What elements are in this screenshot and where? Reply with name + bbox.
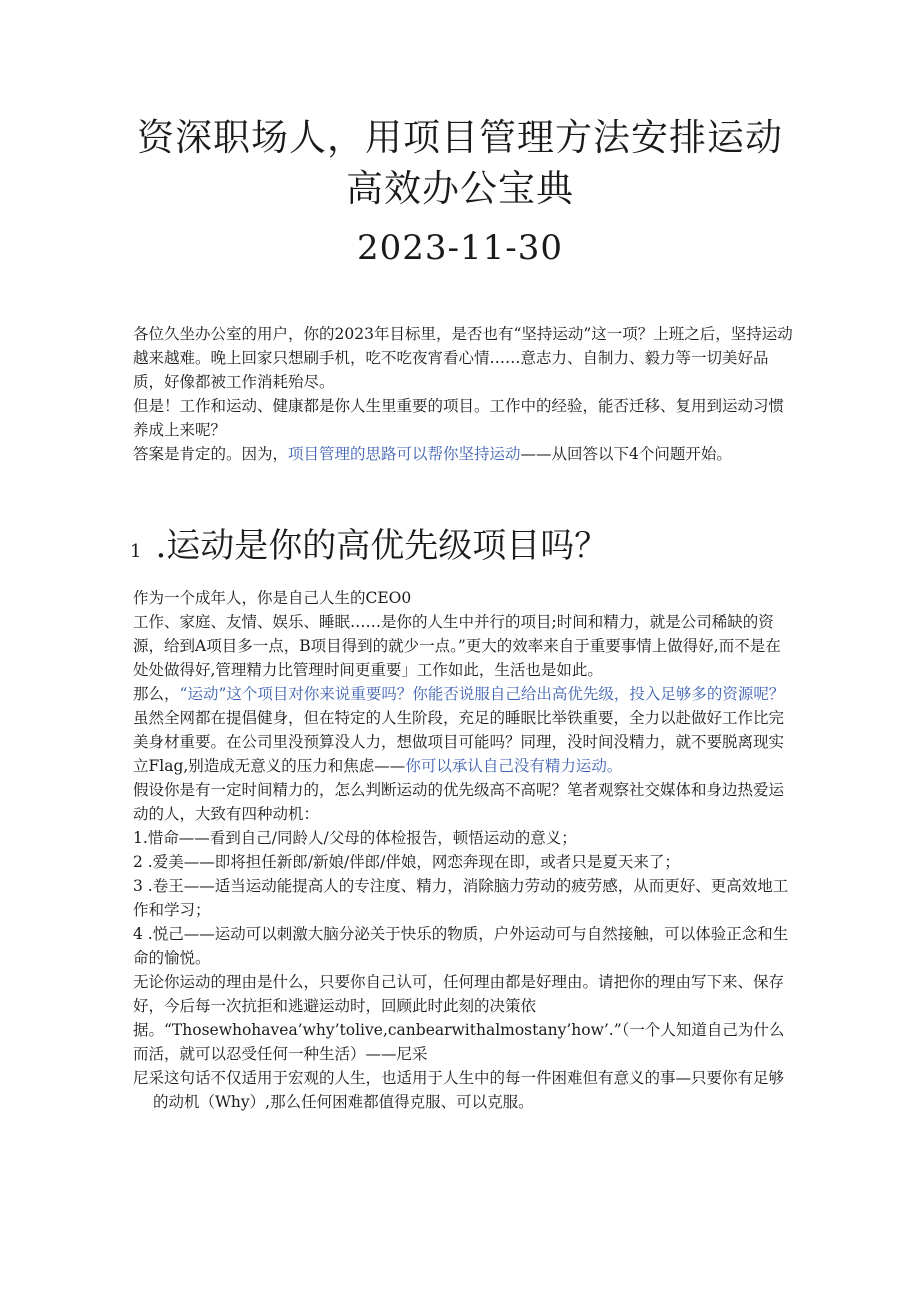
section-body xyxy=(133,586,793,1114)
page-subtitle: 高效办公宝典 xyxy=(346,167,574,210)
intro-paragraph-3 xyxy=(133,442,793,466)
page-title: 资深职场人，用项目管理方法安排运动 xyxy=(137,116,783,159)
list-item: 2 .爱美——即将担任新郎/新娘/伴郎/伴娘，网恋奔现在即，或者只是夏天来了； xyxy=(133,853,680,871)
intro-text: 答案是肯定的。因为， xyxy=(133,445,289,463)
intro-paragraph-1: 各位久坐办公室的用户，你的2023年目标里，是否也有“坚持运动”这一项？上班之后，坚持运动越来越难。晚上回家只想刷手机，吃不吃夜宵看心情……意志力、自制力、毅力等一切美好品质，好像都被工作消耗殆尽。 xyxy=(133,325,793,391)
paragraph-text: 虽然全网都在提倡健身，但在特定的人生阶段，充足的睡眠比举铁重要，全力以赴做好工作比完美身材重要。在公司里没预算没人力，想做项目可能吗？同理，没时间没精力，就不要脱离现实立Flag,别造成无意义的压力和焦虑—— xyxy=(133,709,785,775)
list-item: 3 .卷王——适当运动能提高人的专注度、精力，消除脑力劳动的疲劳感，从而更好、更高效地工作和学习； xyxy=(133,877,789,919)
paragraph-resources: 工作、家庭、友情、娱乐、睡眠……是你的人生中并行的项目;时间和精力，就是公司稀缺的资源，给到A项目多一点，B项目得到的就少一点。”更大的效率来自于重要事情上做得好,而不是在处处做得好,管理精力比管理时间更重要」工作如此，生活也是如此。 xyxy=(133,613,781,679)
highlight-link[interactable]: 项目管理的思路可以帮你坚持运动 xyxy=(288,445,521,463)
intro-paragraph-2: 但是！工作和运动、健康都是你人生里重要的项目。工作中的经验，能否迁移、复用到运动习惯养成上来呢？ xyxy=(133,397,785,439)
intro-text-tail: ——从回答以下4个问题开始。 xyxy=(520,445,732,463)
list-item: 4 .悦己——运动可以刺激大脑分泌关于快乐的物质，户外运动可与自然接触，可以体验正念和生命的愉悦。 xyxy=(133,925,789,967)
paragraph-question xyxy=(133,682,793,706)
list-item: 1.惜命——看到自己/同龄人/父母的体检报告，顿悟运动的意义； xyxy=(133,829,577,847)
paragraph-reason: 无论你运动的理由是什么，只要你自己认可，任何理由都是好理由。请把你的理由写下来、保存好，今后每一次抗拒和逃避运动时，回顾此时此刻的决策依据。“Thosewhohavea’why’tolive,canbearwithalmostany’how’.”（一个人知道自己为什么而活，就可以忍受任何一种生活）——尼采 xyxy=(133,973,785,1063)
section-number: 1 xyxy=(130,541,142,562)
paragraph-motives: 假设你是有一定时间精力的，怎么判断运动的优先级高不高呢？笔者观察社交媒体和身边热爱运动的人，大致有四种动机： xyxy=(133,781,785,823)
publish-date: 2023-11-30 xyxy=(356,228,564,268)
paragraph-reality xyxy=(133,706,793,778)
highlight-admit[interactable]: 你可以承认自己没有精力运动。 xyxy=(405,757,623,775)
paragraph-text: 那么， xyxy=(133,685,180,703)
intro-section xyxy=(133,322,793,466)
section-heading xyxy=(130,523,608,575)
section-title: .运动是你的高优先级项目吗？ xyxy=(155,526,609,566)
highlight-question[interactable]: “运动”这个项目对你来说重要吗？你能否说服自己给出高优先级，投入足够多的资源呢？ xyxy=(179,685,785,703)
paragraph-nietzsche: 尼采这句话不仅适用于宏观的人生，也适用于人生中的每一件困难但有意义的事—只要你有足够的动机（Why）,那么任何困难都值得克服、可以克服。 xyxy=(133,1069,785,1111)
paragraph-ceo: 作为一个成年人，你是自己人生的CEO0 xyxy=(133,589,412,607)
